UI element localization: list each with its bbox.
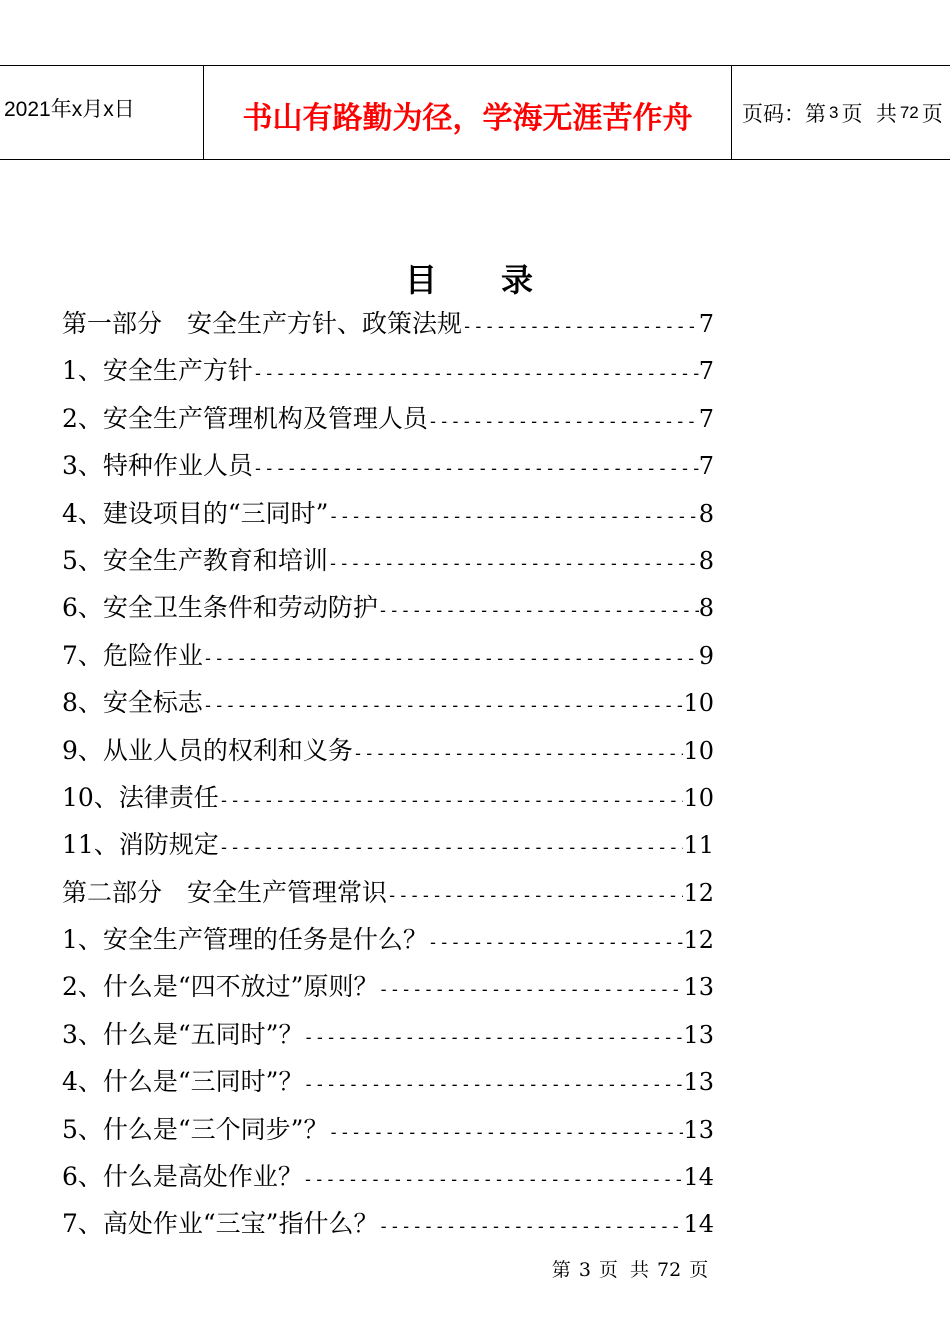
toc-entry — [62, 963, 714, 1010]
toc-entry-page: 13 — [683, 1115, 714, 1144]
toc-entry — [62, 584, 714, 631]
toc-entry-page: 14 — [683, 1210, 714, 1239]
toc-leader — [253, 442, 699, 493]
table-of-contents — [62, 300, 714, 1248]
toc-leader — [328, 1106, 683, 1157]
toc-entry — [62, 537, 714, 584]
toc-entry — [62, 300, 714, 347]
header-page-indicator — [732, 66, 950, 159]
toc-entry — [62, 1153, 714, 1200]
page-header — [0, 65, 950, 160]
toc-entry — [62, 679, 714, 726]
toc-entry-text: 5、什么是“三个同步”？ — [62, 1114, 329, 1144]
toc-leader — [203, 632, 699, 683]
toc-entry-text: 4、建设项目的“三同时” — [62, 498, 329, 528]
toc-entry-text: 3、什么是“五同时”？ — [62, 1019, 304, 1049]
toc-entry-text: 7、高处作业“三宝”指什么？ — [62, 1209, 379, 1239]
toc-entry — [62, 869, 714, 916]
footer-page-num: 3 — [578, 1259, 591, 1281]
toc-leader — [303, 1011, 683, 1062]
footer-suffix: 页 — [689, 1259, 709, 1281]
toc-entry-page: 12 — [683, 878, 714, 907]
toc-entry-page: 8 — [698, 546, 714, 575]
toc-entry — [62, 490, 714, 537]
toc-entry-page: 13 — [683, 1068, 714, 1097]
toc-entry-page: 11 — [683, 831, 714, 860]
toc-entry — [62, 442, 714, 489]
toc-entry-text: 6、安全卫生条件和劳动防护 — [62, 593, 378, 623]
toc-entry-text: 2、安全生产管理机构及管理人员 — [62, 403, 428, 433]
toc-leader — [378, 584, 699, 635]
toc-leader — [378, 1200, 683, 1251]
toc-entry-page: 7 — [698, 357, 714, 386]
toc-entry-text: 1、安全生产管理的任务是什么？ — [62, 925, 428, 955]
toc-leader — [303, 1058, 683, 1109]
toc-entry-text: 3、特种作业人员 — [62, 451, 253, 481]
toc-entry-page: 10 — [683, 736, 714, 765]
toc-entry-page: 13 — [683, 1020, 714, 1049]
toc-entry — [62, 1106, 714, 1153]
toc-entry-page: 12 — [683, 926, 714, 955]
toc-entry-text: 8、安全标志 — [62, 688, 203, 718]
page-footer — [0, 1255, 950, 1282]
toc-leader — [353, 727, 684, 778]
toc-entry-page: 10 — [683, 689, 714, 718]
toc-entry-page: 7 — [698, 404, 714, 433]
footer-mid: 页 共 — [598, 1259, 649, 1281]
toc-entry-text: 10、法律责任 — [62, 782, 219, 812]
toc-entry — [62, 727, 714, 774]
toc-entry-page: 9 — [698, 641, 714, 670]
toc-entry-page: 8 — [698, 499, 714, 528]
header-page-mid: 页 共 — [841, 101, 897, 126]
toc-leader — [303, 1153, 684, 1204]
header-motto: 书山有路勤为径，学海无涯苦作舟 — [204, 66, 732, 159]
toc-entry — [62, 1011, 714, 1058]
toc-leader — [428, 916, 684, 967]
toc-entry-text: 2、什么是“四不放过”原则？ — [62, 972, 379, 1002]
toc-leader — [328, 537, 699, 588]
toc-entry-page: 8 — [698, 594, 714, 623]
toc-leader — [328, 490, 698, 541]
toc-entry — [62, 821, 714, 868]
toc-entry-page: 13 — [683, 973, 714, 1002]
toc-entry-text: 1、安全生产方针 — [62, 356, 253, 386]
toc-entry-text: 7、危险作业 — [62, 640, 203, 670]
toc-entry — [62, 347, 714, 394]
header-page-prefix: 页码：第 — [742, 101, 826, 126]
toc-leader — [219, 774, 684, 825]
footer-page-total: 72 — [657, 1259, 682, 1281]
toc-title: 目录 — [404, 261, 597, 299]
toc-entry-text: 11、消防规定 — [62, 830, 219, 860]
toc-leader — [462, 300, 699, 351]
toc-leader — [387, 869, 683, 920]
toc-entry-text: 9、从业人员的权利和义务 — [62, 735, 353, 765]
toc-entry — [62, 1200, 714, 1247]
toc-entry — [62, 395, 714, 442]
toc-entry — [62, 916, 714, 963]
toc-entry-page: 10 — [683, 783, 714, 812]
toc-entry-text: 6、什么是高处作业？ — [62, 1162, 303, 1192]
toc-leader — [428, 395, 699, 446]
header-page-num: 3 — [829, 102, 839, 122]
toc-entry-text: 第二部分 安全生产管理常识 — [62, 877, 388, 907]
toc-entry-page: 7 — [698, 452, 714, 481]
toc-entry-page: 7 — [698, 310, 714, 338]
toc-leader — [219, 821, 684, 872]
header-page-suffix: 页 — [921, 101, 943, 126]
toc-leader — [203, 679, 684, 730]
toc-leader — [253, 347, 699, 398]
header-date: 2021年x月x日 — [0, 66, 204, 159]
toc-leader — [378, 963, 683, 1014]
toc-entry — [62, 632, 714, 679]
toc-entry-text: 第一部分 安全生产方针、政策法规 — [62, 309, 463, 338]
toc-entry — [62, 1058, 714, 1105]
footer-prefix: 第 — [551, 1259, 571, 1281]
toc-entry — [62, 774, 714, 821]
header-page-total: 72 — [899, 102, 919, 122]
toc-entry-page: 14 — [683, 1163, 714, 1192]
toc-entry-text: 4、什么是“三同时”？ — [62, 1067, 304, 1097]
toc-entry-text: 5、安全生产教育和培训 — [62, 545, 328, 575]
